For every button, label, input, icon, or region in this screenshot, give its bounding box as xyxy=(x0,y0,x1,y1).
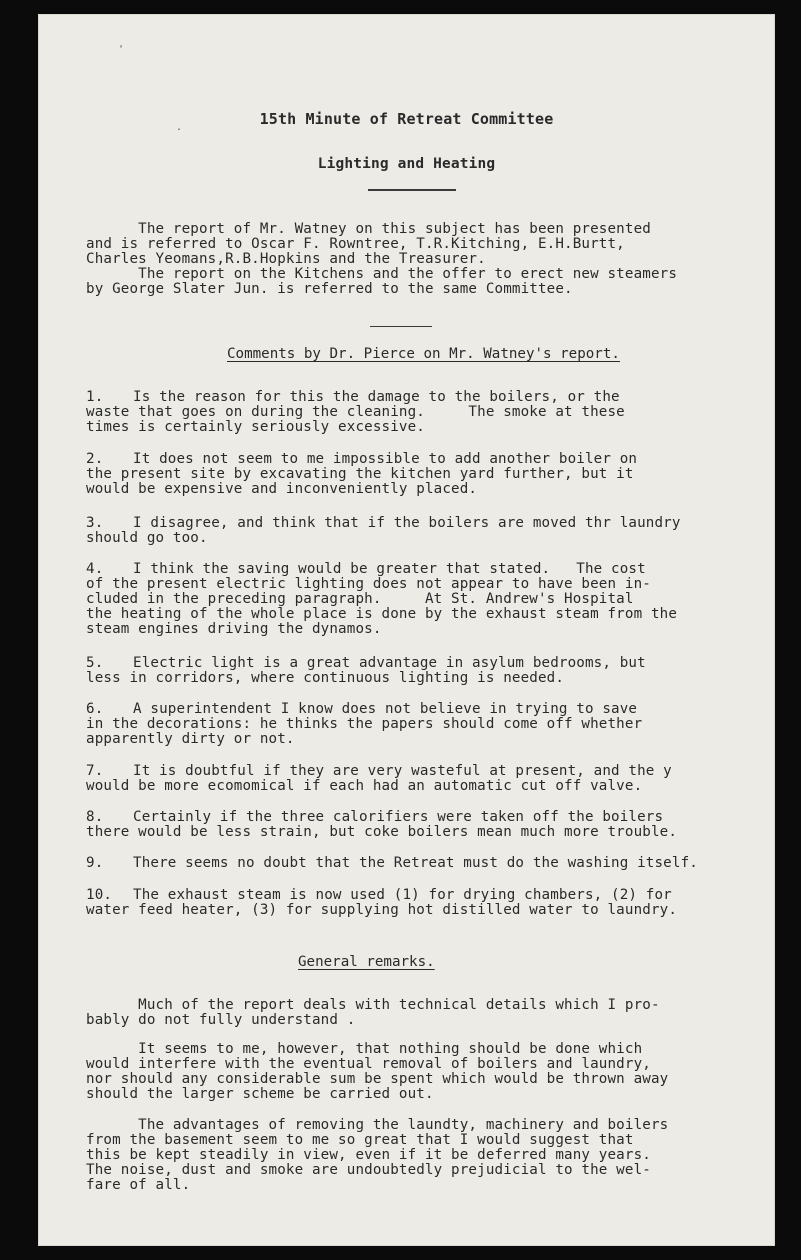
intro-line: Charles Yeomans,R.B.Hopkins and the Treasurer. xyxy=(86,251,486,267)
comment-text: the heating of the whole place is done by the exhaust steam from the xyxy=(86,606,678,622)
comment-item xyxy=(86,390,625,435)
general-line: It seems to me, however, that nothing should be done which xyxy=(86,1041,643,1057)
comment-number: 5. xyxy=(86,655,104,671)
comment-item xyxy=(86,656,646,686)
comment-line xyxy=(86,531,681,546)
comment-line xyxy=(86,622,677,637)
comment-text: There seems no doubt that the Retreat must do the washing itself. xyxy=(133,855,698,871)
comment-line xyxy=(86,779,672,794)
comment-text: times is certainly seriously excessive. xyxy=(86,419,425,435)
comment-item xyxy=(86,516,681,546)
comment-text: Is the reason for this the damage to the boilers, or the xyxy=(133,389,620,405)
comment-line xyxy=(86,764,672,779)
comment-line xyxy=(86,420,625,435)
intro-line: The report of Mr. Watney on this subject has been presented xyxy=(86,221,651,237)
comment-line xyxy=(86,888,677,903)
comment-text: in the decorations: he thinks the papers should come off whether xyxy=(86,716,643,732)
margin-mark: ' xyxy=(118,44,125,55)
general-line: The noise, dust and smoke are undoubtedly prejudicial to the wel- xyxy=(86,1162,651,1178)
comment-number: 9. xyxy=(86,855,104,871)
comment-number: 3. xyxy=(86,515,104,531)
comment-text: cluded in the preceding paragraph. At St. Andrew's Hospital xyxy=(86,591,634,607)
general-line: should the larger scheme be carried out. xyxy=(86,1086,434,1102)
general-line: would interfere with the eventual removal of boilers and laundry, xyxy=(86,1056,651,1072)
comment-text: of the present electric lighting does not appear to have been in- xyxy=(86,576,651,592)
document-title: 15th Minute of Retreat Committee xyxy=(259,110,554,128)
general-line: bably do not fully understand . xyxy=(86,1012,356,1028)
comment-item xyxy=(86,452,637,497)
comment-text: the present site by excavating the kitchen yard further, but it xyxy=(86,466,634,482)
comment-number: 7. xyxy=(86,763,104,779)
comment-line xyxy=(86,856,698,871)
comment-line xyxy=(86,592,677,607)
comment-item xyxy=(86,810,677,840)
comment-text: It is doubtful if they are very wasteful at present, and the y xyxy=(133,763,672,779)
comment-line xyxy=(86,810,677,825)
comment-text: It does not seem to me impossible to add another boiler on xyxy=(133,451,638,467)
general-remarks-heading: General remarks. xyxy=(298,954,435,970)
general-line: this be kept steadily in view, even if it be deferred many years. xyxy=(86,1147,651,1163)
comment-line xyxy=(86,390,625,405)
comments-heading: Comments by Dr. Pierce on Mr. Watney's report. xyxy=(227,346,620,362)
comment-text: I disagree, and think that if the boilers are moved thr laundry xyxy=(133,515,681,531)
margin-mark: . xyxy=(176,122,183,133)
section-rule xyxy=(370,326,432,327)
general-line: Much of the report deals with technical details which I pro- xyxy=(86,997,660,1013)
comment-line xyxy=(86,903,677,918)
comment-text: Electric light is a great advantage in asylum bedrooms, but xyxy=(133,655,646,671)
comment-text: would be more ecomomical if each had an automatic cut off valve. xyxy=(86,778,643,794)
comment-text: I think the saving would be greater that stated. The cost xyxy=(133,561,646,577)
comment-text: Certainly if the three calorifiers were taken off the boilers xyxy=(133,809,664,825)
title-rule xyxy=(368,189,456,191)
comment-text: A superintendent I know does not believe in trying to save xyxy=(133,701,638,717)
general-paragraph xyxy=(86,1118,668,1193)
document-page xyxy=(38,14,775,1246)
comment-item xyxy=(86,562,677,637)
general-paragraph xyxy=(86,1042,668,1102)
intro-line: and is referred to Oscar F. Rowntree, T.R.Kitching, E.H.Burtt, xyxy=(86,236,625,252)
comment-item xyxy=(86,702,642,747)
general-paragraph xyxy=(86,998,660,1028)
comment-line xyxy=(86,825,677,840)
comment-line xyxy=(86,717,642,732)
general-line: The advantages of removing the laundty, machinery and boilers xyxy=(86,1117,669,1133)
comment-line xyxy=(86,607,677,622)
comment-number: 10. xyxy=(86,887,113,903)
comment-line xyxy=(86,562,677,577)
comment-line xyxy=(86,482,637,497)
comment-number: 1. xyxy=(86,389,104,405)
comment-line xyxy=(86,405,625,420)
comment-number: 6. xyxy=(86,701,104,717)
comment-line xyxy=(86,467,637,482)
comment-number: 8. xyxy=(86,809,104,825)
comment-line xyxy=(86,732,642,747)
comment-text: apparently dirty or not. xyxy=(86,731,295,747)
comment-item xyxy=(86,856,698,871)
comment-text: The exhaust steam is now used (1) for drying chambers, (2) for xyxy=(133,887,672,903)
comment-text: waste that goes on during the cleaning. The smoke at these xyxy=(86,404,625,420)
comment-line xyxy=(86,702,642,717)
general-line: fare of all. xyxy=(86,1177,191,1193)
comment-text: there would be less strain, but coke boilers mean much more trouble. xyxy=(86,824,678,840)
intro-paragraph xyxy=(86,222,677,297)
general-line: nor should any considerable sum be spent which would be thrown away xyxy=(86,1071,669,1087)
general-line: from the basement seem to me so great that I would suggest that xyxy=(86,1132,634,1148)
comment-item xyxy=(86,888,677,918)
comment-line xyxy=(86,452,637,467)
comment-item xyxy=(86,764,672,794)
intro-line: The report on the Kitchens and the offer to erect new steamers xyxy=(86,266,678,282)
comment-text: should go too. xyxy=(86,530,208,546)
comment-line xyxy=(86,671,646,686)
comment-text: water feed heater, (3) for supplying hot distilled water to laundry. xyxy=(86,902,678,918)
comment-line xyxy=(86,516,681,531)
comment-number: 4. xyxy=(86,561,104,577)
document-subtitle: Lighting and Heating xyxy=(317,156,496,172)
comment-text: would be expensive and inconveniently placed. xyxy=(86,481,478,497)
comment-line xyxy=(86,656,646,671)
comment-line xyxy=(86,577,677,592)
comment-number: 2. xyxy=(86,451,104,467)
intro-line: by George Slater Jun. is referred to the same Committee. xyxy=(86,281,573,297)
comment-text: steam engines driving the dynamos. xyxy=(86,621,382,637)
comment-text: less in corridors, where continuous lighting is needed. xyxy=(86,670,565,686)
